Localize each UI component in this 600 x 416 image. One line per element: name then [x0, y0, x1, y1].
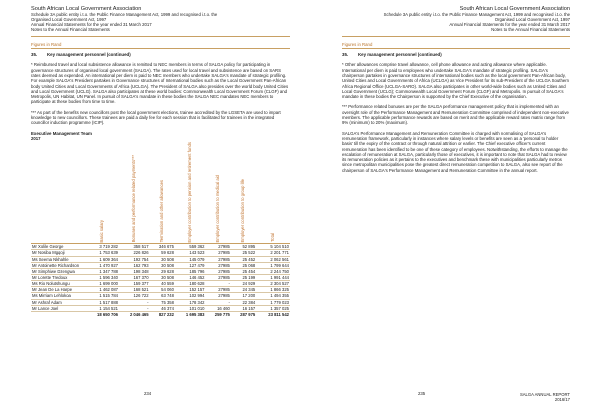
table-cell: 159 377 — [119, 281, 150, 287]
table-cell: 59 628 — [150, 250, 175, 256]
note-number: 35. — [342, 52, 349, 58]
row-name: Ms Rio Nolutshungu — [31, 281, 85, 287]
table-cell: - — [119, 299, 150, 305]
table-cell: 25 068 — [231, 262, 256, 268]
column-header: Total — [256, 142, 290, 244]
header-rule — [31, 36, 290, 37]
table-cell: 1 154 521 — [85, 305, 119, 311]
table-cell: 1 991 444 — [256, 274, 290, 280]
table-cell: 40 559 — [150, 281, 175, 287]
table-cell: 75 358 — [150, 299, 175, 305]
table-row — [31, 287, 290, 293]
header-line-1: Schedule 3A public entity i.t.o. the Public Finance Management Act, 1999 and recognised i.t.o. the — [31, 12, 218, 18]
table-cell: - — [206, 281, 231, 287]
row-name: Mr Jean De La Harpe — [31, 287, 85, 293]
paragraph: *** As part of the benefits new councillors post the local government elections, trainee accredited by the LGSETA are used to impart knowledge to new councillors. These trainees are paid a daily fee for each session that is facilitated for trainees in the integrated councillor induction programme (ICIP). — [31, 109, 281, 126]
page-number: 235 — [418, 391, 426, 396]
table-cell: 1 866 325 — [256, 287, 290, 293]
header-line-2: Organised Local Government Act, 1997 — [31, 17, 107, 23]
table-cell: 1 470 927 — [85, 262, 119, 268]
row-name: Mr Nosiba Mgqoji — [31, 250, 85, 256]
table-cell: 2 062 561 — [256, 256, 290, 262]
table-header-row — [31, 142, 290, 244]
table-cell: 27985 — [206, 287, 231, 293]
table-cell: 1 799 644 — [256, 262, 290, 268]
table-cell: 27985 — [206, 256, 231, 262]
name-column-header — [31, 142, 85, 244]
row-name: Ms Seema Nkhahle — [31, 256, 85, 262]
column-header: Employer contribution to group life — [231, 142, 256, 244]
table-cell: 358 517 — [119, 244, 150, 250]
column-header: Basic salary — [85, 142, 119, 244]
table-cell: 162 793 — [119, 262, 150, 268]
paragraph: *** Performance related bonuses are per the SALGA performance management policy that is implemented with an oversight role of the Performance Management and Remuneration Committee comprised of independent non-executive members. The applicable performance rewards are based on merit and the applicable reward rates matrix range from 9% (minimum) to 20% (maximum). — [342, 104, 569, 126]
header-rule — [342, 36, 570, 37]
table-cell: 27985 — [206, 244, 231, 250]
row-name: Ms Mirriam Lehlokoa — [31, 293, 85, 299]
note-title: Key management personnel (continued) — [47, 52, 131, 58]
table-cell: 27985 — [206, 262, 231, 268]
table-cell: 1 699 000 — [85, 281, 119, 287]
table-year: 2017 — [31, 135, 41, 141]
table-cell: - — [119, 305, 150, 311]
table-cell: 30 508 — [150, 262, 175, 268]
page-header — [31, 6, 290, 32]
table-cell: 152 157 — [175, 287, 206, 293]
total-cell: 23 811 542 — [256, 312, 290, 318]
table-cell: 1 517 888 — [85, 299, 119, 305]
org-name: South African Local Government Association — [459, 6, 570, 12]
table-cell: 54 060 — [150, 287, 175, 293]
column-header: Employer contribution to pension and retirement funds — [175, 142, 206, 244]
table-cell: 185 796 — [175, 268, 206, 274]
total-label-cell — [31, 312, 85, 318]
total-row — [31, 312, 290, 318]
table-cell: - — [206, 299, 231, 305]
note-heading — [342, 52, 570, 57]
header-line-3: Annual Financial Statements for the year ended 31 March 2017 — [31, 22, 152, 28]
note-title: Key management personnel (continued) — [358, 52, 442, 58]
table-cell: 1 494 355 — [256, 293, 290, 299]
right-page — [300, 0, 600, 416]
table-cell: 16 157 — [231, 305, 256, 311]
table-cell: 1 779 023 — [256, 299, 290, 305]
table-cell: 102 994 — [175, 293, 206, 299]
table-cell: 46 374 — [150, 305, 175, 311]
table-cell: 27985 — [206, 250, 231, 256]
table-cell: 2 244 750 — [256, 268, 290, 274]
report-year: 2016/17 — [554, 397, 570, 402]
row-name: Mr Simphiwe Dzengwa — [31, 268, 85, 274]
section-label: Figures in Rand — [342, 42, 570, 49]
table-cell: 126 722 — [119, 293, 150, 299]
table-cell: 5 104 510 — [256, 244, 290, 250]
table-cell: 168 521 — [119, 287, 150, 293]
table-cell: 1 609 364 — [85, 256, 119, 262]
table-cell: 1 347 788 — [85, 268, 119, 274]
table-cell: 226 826 — [119, 250, 150, 256]
total-cell: 259 775 — [206, 312, 231, 318]
total-cell: 18 650 706 — [85, 312, 119, 318]
header-line-1: Schedule 3A public entity i.t.o. the Public Finance Management Act, 1999 and recognised i.t.o. the — [383, 12, 570, 18]
remuneration-table — [31, 142, 290, 318]
org-name: South African Local Government Association — [31, 6, 142, 12]
table-cell: 2 304 527 — [256, 281, 290, 287]
table-cell: 559 362 — [175, 244, 206, 250]
table-cell: 346 675 — [150, 244, 175, 250]
report-footer — [520, 392, 570, 402]
column-header: Bonuses and performance related payments*** — [119, 142, 150, 244]
total-cell: 827 232 — [150, 312, 175, 318]
table-cell: 24 929 — [231, 281, 256, 287]
paragraph: SALGA's Performance Management and Remuneration Committee is charged with normalising of SALGA's remuneration framework, particularly in instances where salary levels or benefits are seen as a 'personal to holder basis' till the expiry of the contract or through natural attrition or earlier. The Chief executive officer's current remuneration has been identified to be one of these category of employees. Notwithstanding, the efforts to manage the escalation of remuneration at SALGA, particularly those of executives, it is important to note that SALGA had to review its remuneration policies as it pertains to the executives and benchmark these with municipalities particularly metros since metropolitan municipalities pose the greatest direct remuneration competition to SALGA, also see report of the chairperson of SALGA's Performance Management and Remuneration Committee in the annual report. — [342, 130, 568, 173]
row-name: Mr Lance Joel — [31, 305, 85, 311]
table-row — [31, 268, 290, 274]
table-cell: 2 201 771 — [256, 250, 290, 256]
table-cell: 29 628 — [150, 268, 175, 274]
table-cell: 145 079 — [175, 256, 206, 262]
table-cell: 192 754 — [119, 256, 150, 262]
row-name: Mr Lorette Tredoux — [31, 274, 85, 280]
table-cell: 16 460 — [206, 305, 231, 311]
table-row — [31, 293, 290, 299]
table-cell: 27985 — [206, 293, 231, 299]
table-cell: 17 200 — [231, 293, 256, 299]
table-row — [31, 262, 290, 268]
total-cell: 2 046 465 — [119, 312, 150, 318]
table-cell: 52 895 — [231, 244, 256, 250]
paragraph: * Other allowances comprise travel allowance, cell phone allowance and acting allowance where applicable. International per diem is paid to employees who undertake SALGA's mandate of strategic profiling. SALGA's chairperson partakes in governance structures of international bodies such as the local government Pan-African body, United Cities and Local Governments of Africa (UCLGA) as Vice President for its sub-President of the UCLGA Southern Africa Regional Office (UCLGA-SARO). SALGA also participates in other world-wide bodies such as United Cities and Local Government (UCLG); Commonwealth Local Government Forum (CLGF) and Metropolis. In pursuit of SALGA's mandate in these bodies the Chairperson is supported by the Chief Executive of the organisation. — [342, 62, 570, 100]
table-cell: 25 452 — [231, 256, 256, 262]
table-cell: 146 452 — [175, 274, 206, 280]
table-cell: 25 199 — [231, 274, 256, 280]
report-title: SALGA ANNUAL REPORT — [519, 392, 570, 397]
table-cell: 1 596 340 — [85, 274, 119, 280]
table-cell: 27985 — [206, 268, 231, 274]
note-number: 35. — [31, 52, 38, 58]
table-cell: 24 345 — [231, 287, 256, 293]
row-name: Mr Ashraf Adam — [31, 299, 85, 305]
header-line-2: Organised Local Government Act, 1997 — [494, 17, 570, 23]
paragraph: * Reimbursed travel and local subsistence allowance is remitted to NEC members in terms of SALGA policy for participating in governance structures of organised local government (SALGA). The rates used for local travel and subsistence are based on SARS rates deemed as expended. An international per diem is paid to NEC members who undertake SALGA's mandate of strategic profiling. For example SALGA's President partakes in Governance structures of International bodies such as the Local Government Pan-African body United Cities and Local Governments of Africa (UCLGA). The President of SALGA also presides over the world body United Cities and Local Government (UCLG). SALGA also participates at these world bodies: Commonwealth Local Government Forum (CLGF) and Metropolis, UN Habitat, UN Panel. In pursuit of SALGA's mandate in these bodies the SALGA NEC mandates NEC members to participate at these bodies from time to time. — [31, 62, 289, 105]
table-cell: 27985 — [206, 274, 231, 280]
table-cell: 25 522 — [231, 250, 256, 256]
table-cell: 101 010 — [175, 305, 206, 311]
note-heading — [31, 52, 290, 57]
table-cell: 25 454 — [231, 268, 256, 274]
header-line-4: Notes to the Annual Financial Statements — [31, 27, 110, 33]
table-title: Executive Management Team — [31, 130, 92, 136]
table-cell: 30 508 — [150, 256, 175, 262]
total-cell: 287 975 — [231, 312, 256, 318]
table-row — [31, 281, 290, 287]
row-name: Mr Xolile George — [31, 244, 85, 250]
table-cell: 167 370 — [119, 274, 150, 280]
table-cell: 1 753 639 — [85, 250, 119, 256]
table-cell: 143 523 — [175, 250, 206, 256]
page-number: 234 — [144, 391, 152, 396]
table-cell: 22 384 — [231, 299, 256, 305]
table-cell: 127 479 — [175, 262, 206, 268]
table-cell: 1 515 784 — [85, 293, 119, 299]
table-cell: 1 462 087 — [85, 287, 119, 293]
column-header: Employer contribution to medical aid — [206, 142, 231, 244]
table-cell: 63 748 — [150, 293, 175, 299]
header-line-3: Annual Financial Statements for the year ended 31 March 2017 — [449, 22, 570, 28]
table-cell: 180 628 — [175, 281, 206, 287]
table-cell: 30 508 — [150, 274, 175, 280]
row-name: Mr Antoinette Richardson — [31, 262, 85, 268]
table-cell: 1 357 025 — [256, 305, 290, 311]
table-cell: 178 342 — [175, 299, 206, 305]
column-header: Termination and other allowances — [150, 142, 175, 244]
header-line-4: Notes to the Annual Financial Statements — [491, 27, 570, 33]
table-cell: 198 348 — [119, 268, 150, 274]
section-label: Figures in Rand — [31, 42, 290, 49]
table-cell: 3 719 282 — [85, 244, 119, 250]
page-header — [342, 6, 570, 32]
total-cell: 1 695 383 — [175, 312, 206, 318]
